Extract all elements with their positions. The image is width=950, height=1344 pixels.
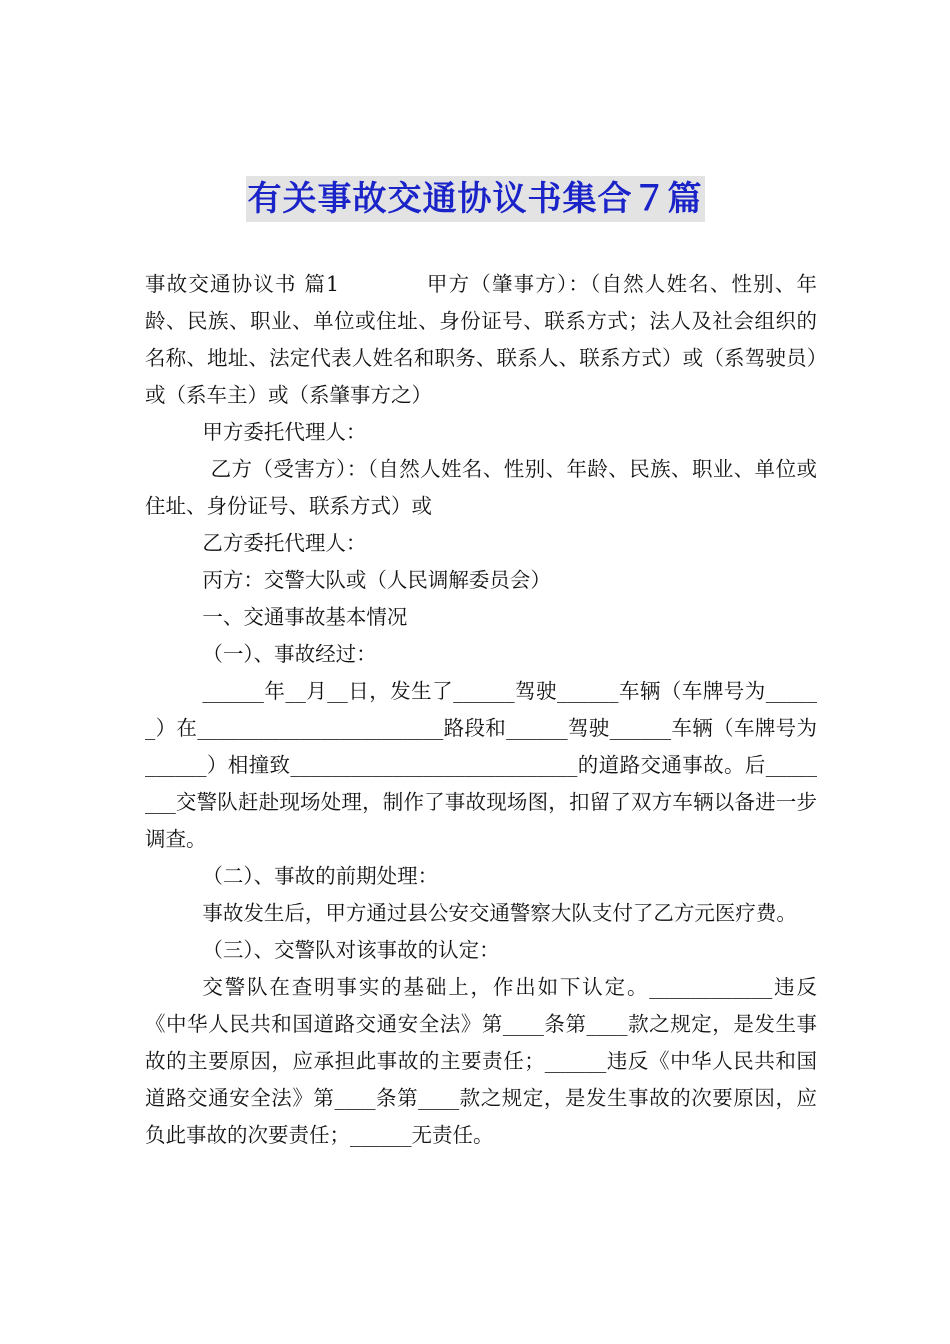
paragraph-party-a-agent: 甲方委托代理人：: [202, 420, 367, 444]
title-container: [0, 176, 950, 222]
document-title: 有关事故交通协议书集合７篇: [246, 176, 705, 222]
paragraph-accident-process: ______年__月__日，发生了______驾驶______车辆（车牌号为______）在________________________路段和______驾驶______车辆（车牌号为______）相撞致____________________________的道路交通事故。后________交警队赶赴现场处理，制作了事故现场图，扣留了双方车辆以备进一步调查。: [145, 679, 817, 851]
paragraph-party-b-agent: 乙方委托代理人：: [202, 531, 367, 555]
paragraph-party-c: 丙方：交警大队或（人民调解委员会）: [202, 568, 551, 592]
document-body: [145, 266, 817, 1154]
paragraph-party-b: 乙方（受害方）：（自然人姓名、性别、年龄、民族、职业、单位或住址、身份证号、联系方式）或: [145, 457, 817, 518]
section-heading-basic-info: 一、交通事故基本情况: [202, 605, 408, 629]
paragraph-intro: 事故交通协议书 篇1 甲方（肇事方）：（自然人姓名、性别、年龄、民族、职业、单位或住址、身份证号、联系方式；法人及社会组织的名称、地址、法定代表人姓名和职务、联系人、联系方式）或（系驾驶员）或（系车主）或（系肇事方之）: [145, 272, 817, 407]
subsection-heading-determination: （三）、交警队对该事故的认定：: [202, 938, 500, 962]
subsection-heading-preliminary: （二）、事故的前期处理：: [202, 864, 439, 888]
paragraph-liability-determination: 交警队在查明事实的基础上，作出如下认定。____________违反《中华人民共和国道路交通安全法》第____条第____款之规定，是发生事故的主要原因，应承担此事故的主要责任；______违反《中华人民共和国道路交通安全法》第____条第____款之规定，是发生事故的次要原因，应负此事故的次要责任；______无责任。: [145, 975, 817, 1147]
subsection-heading-process: （一）、事故经过：: [202, 642, 377, 666]
paragraph-preliminary-handling: 事故发生后，甲方通过县公安交通警察大队支付了乙方元医疗费。: [202, 901, 797, 925]
